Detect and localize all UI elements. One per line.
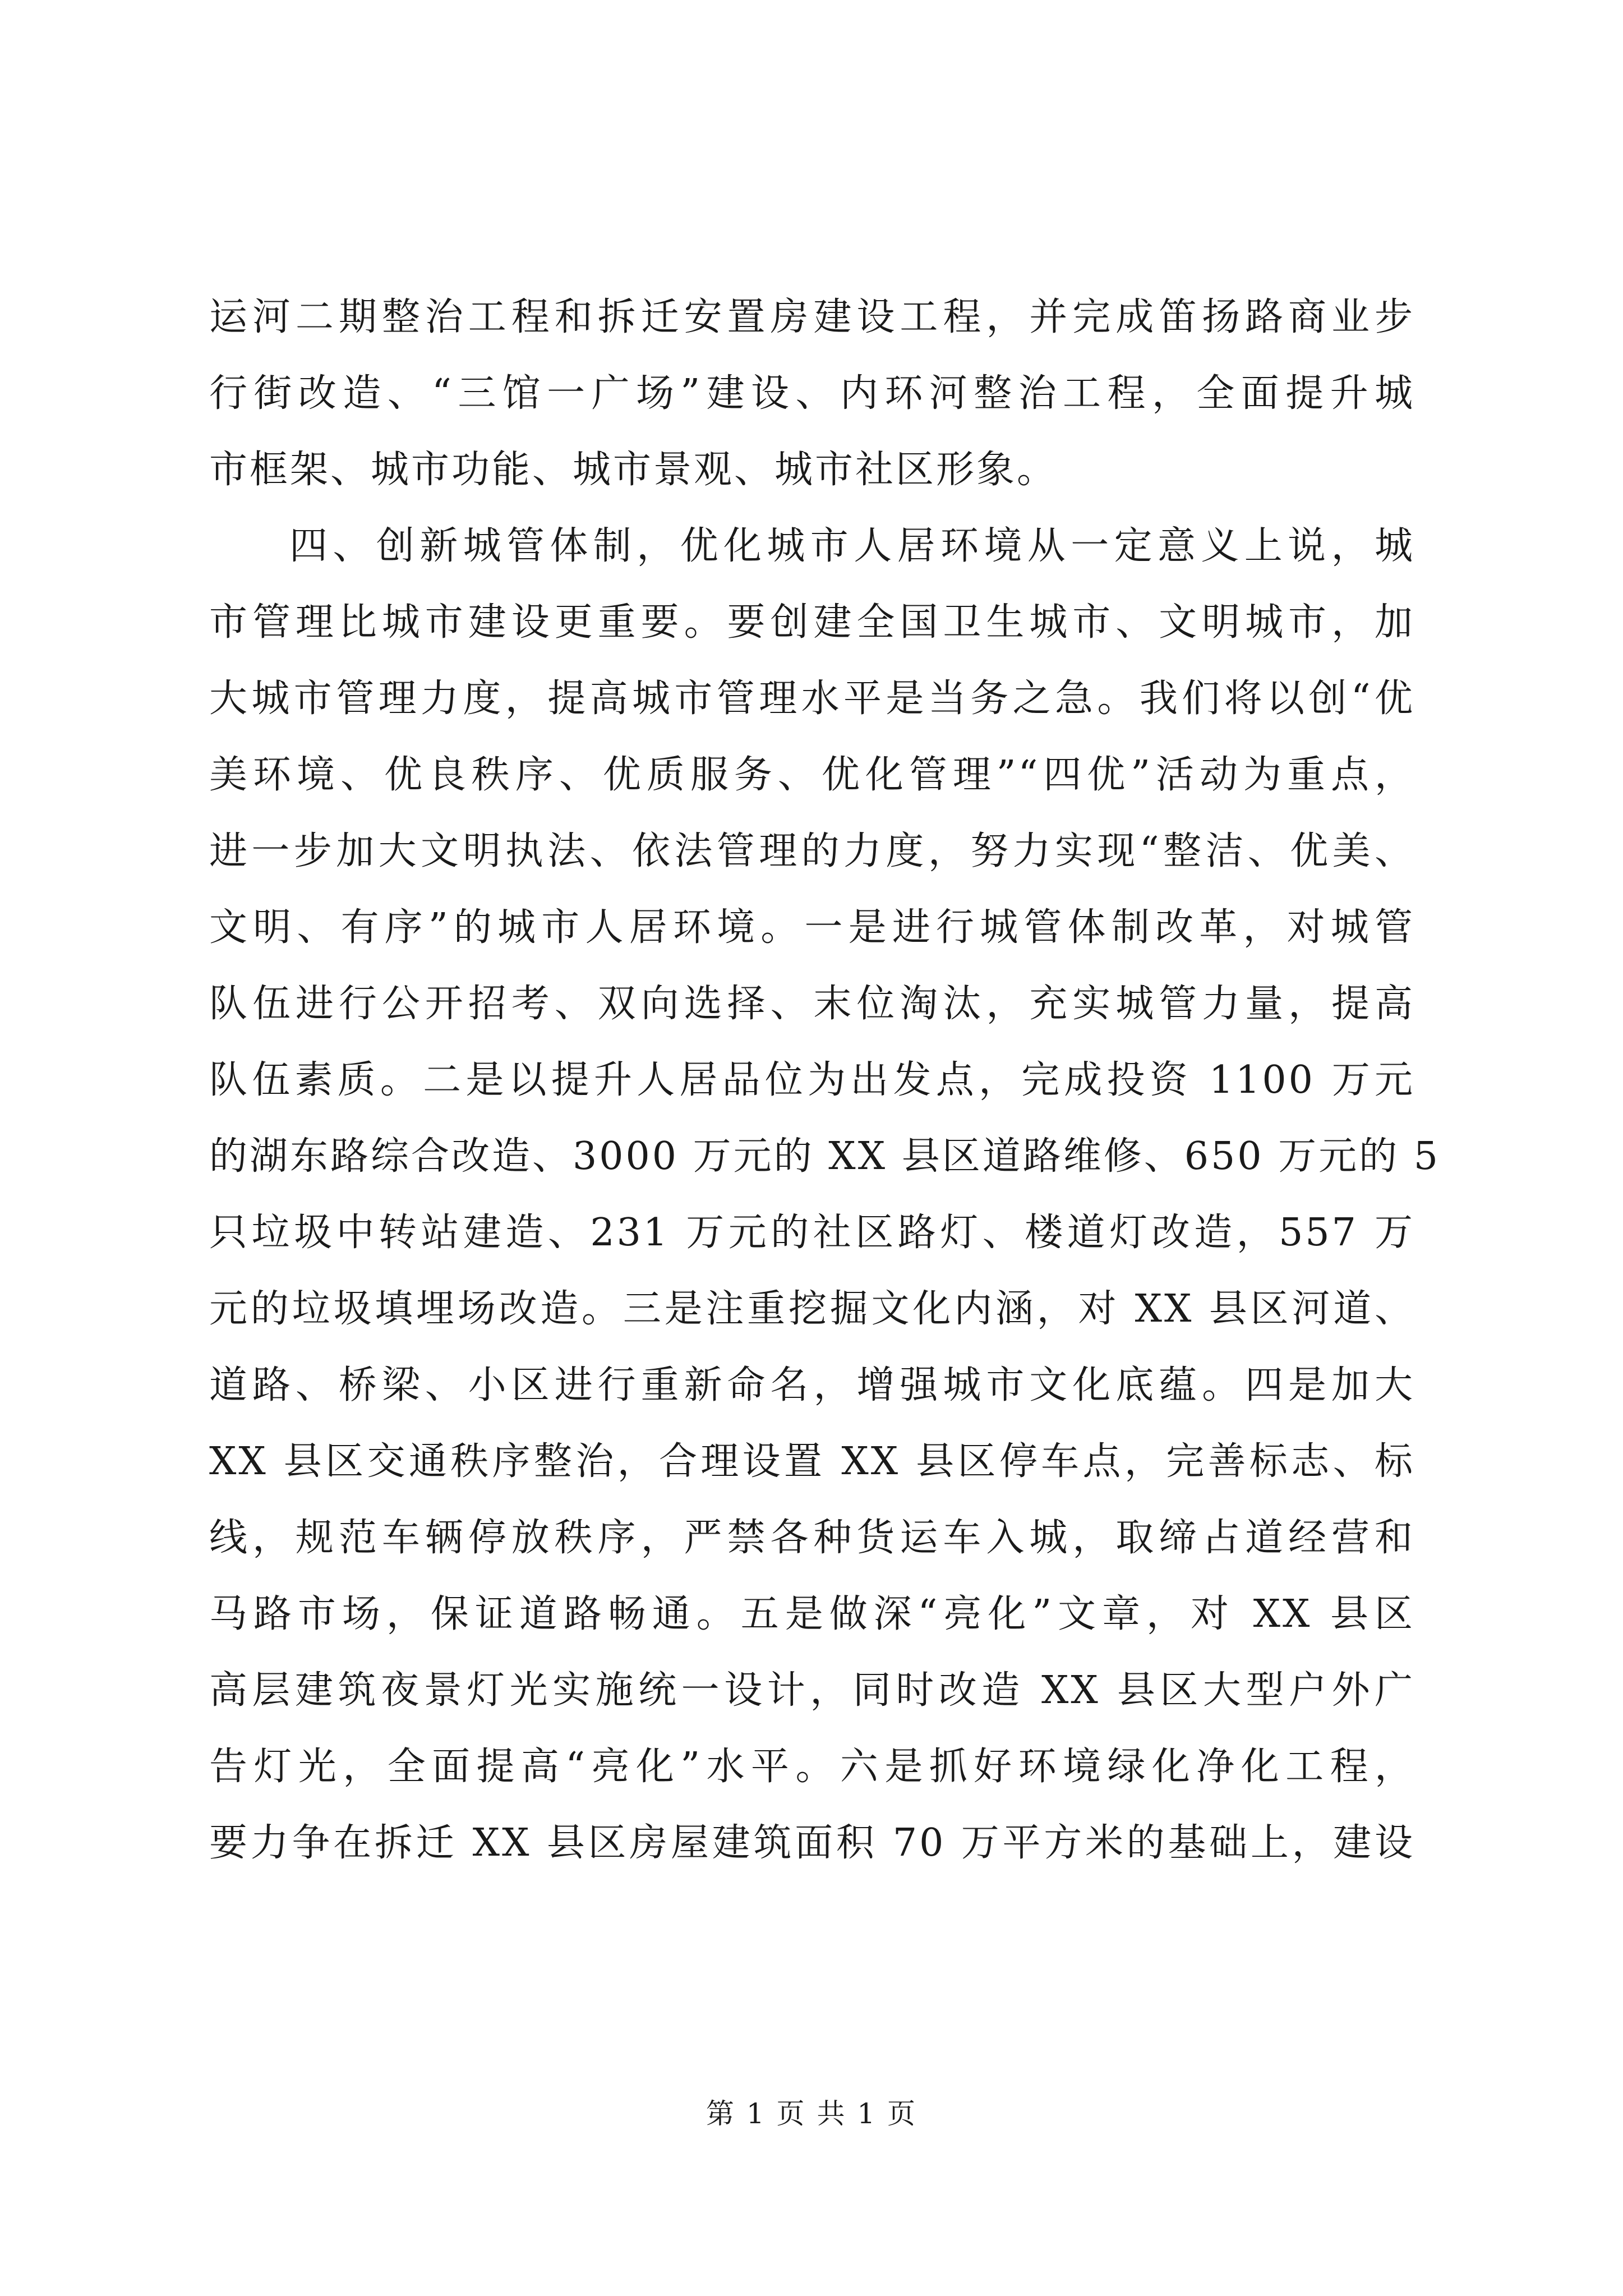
text-line: 道路、桥梁、小区进行重新命名，增强城市文化底蕴。四是加大	[209, 1363, 1415, 1407]
text-line: 马路市场，保证道路畅通。五是做深“亮化”文章，对 XX 县区	[209, 1592, 1415, 1636]
text-line: 运河二期整治工程和拆迁安置房建设工程，并完成笛扬路商业步	[209, 295, 1415, 339]
text-line: XX 县区交通秩序整治，合理设置 XX 县区停车点，完善标志、标	[209, 1439, 1415, 1484]
text-line: 只垃圾中转站建造、231 万元的社区路灯、楼道灯改造，557 万	[209, 1211, 1415, 1255]
text-line: 的湖东路综合改造、3000 万元的 XX 县区道路维修、650 万元的 5	[209, 1134, 1441, 1179]
text-line: 行街改造、“三馆一广场”建设、内环河整治工程，全面提升城	[209, 371, 1415, 416]
text-line: 要力争在拆迁 XX 县区房屋建筑面积 70 万平方米的基础上，建设	[209, 1821, 1415, 1865]
text-line: 市管理比城市建设更重要。要创建全国卫生城市、文明城市，加	[209, 600, 1415, 645]
text-line: 队伍进行公开招考、双向选择、末位淘汰，充实城管力量，提高	[209, 982, 1415, 1026]
text-line: 元的垃圾填埋场改造。三是注重挖掘文化内涵，对 XX 县区河道、	[209, 1287, 1415, 1331]
text-line: 市框架、城市功能、城市景观、城市社区形象。	[209, 448, 1058, 492]
text-line: 线，规范车辆停放秩序，严禁各种货运车入城，取缔占道经营和	[209, 1516, 1415, 1560]
body-text	[209, 279, 1441, 1881]
text-line: 进一步加大文明执法、依法管理的力度，努力实现“整洁、优美、	[209, 829, 1415, 873]
text-line: 大城市管理力度，提高城市管理水平是当务之急。我们将以创“优	[209, 677, 1415, 721]
text-line: 高层建筑夜景灯光实施统一设计，同时改造 XX 县区大型户外广	[209, 1668, 1415, 1713]
page-number-footer: 第 1 页 共 1 页	[706, 2097, 917, 2130]
text-line: 队伍素质。二是以提升人居品位为出发点，完成投资 1100 万元	[209, 1058, 1415, 1102]
text-line: 美环境、优良秩序、优质服务、优化管理”“四优”活动为重点，	[209, 753, 1415, 797]
paragraph-start-line: 四、创新城管体制，优化城市人居环境从一定意义上说，城	[289, 524, 1415, 568]
text-line: 文明、有序”的城市人居环境。一是进行城管体制改革，对城管	[209, 905, 1415, 950]
text-line: 告灯光，全面提高“亮化”水平。六是抓好环境绿化净化工程，	[209, 1745, 1415, 1789]
